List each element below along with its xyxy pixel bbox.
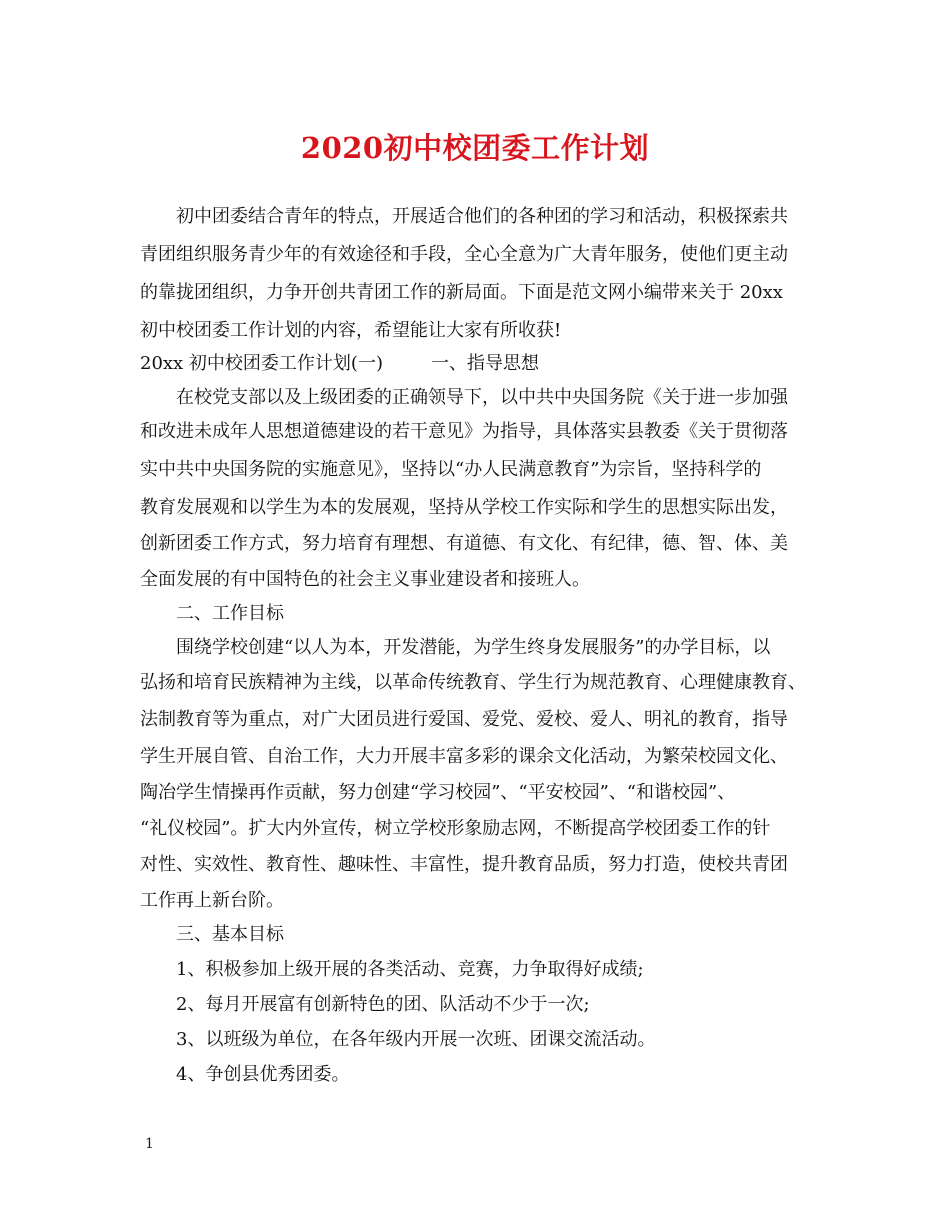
list-item: 3、以班级为单位，在各年级内开展一次班、团课交流活动。 (176, 1029, 656, 1050)
paragraph-line: “礼仪校园”。扩大内外宣传，树立学校形象励志网，不断提高学校团委工作的针 (140, 818, 771, 839)
paragraph-line: 初中团委结合青年的特点，开展适合他们的各种团的学习和活动，积极探索共 (176, 206, 788, 227)
section-heading-line (140, 351, 539, 377)
paragraph-line: 围绕学校创建“以人为本，开发潜能，为学生终身发展服务”的办学目标，以 (176, 637, 771, 658)
section-heading: 一、指导思想 (430, 353, 539, 374)
document-title: 2020初中校团委工作计划 (300, 131, 650, 165)
paragraph-line: 法制教育等为重点，对广大团员进行爱国、爱党、爱校、爱人、明礼的教育，指导 (140, 709, 788, 730)
paragraph-line: 陶冶学生情操再作贡献，努力创建“学习校园”、“平安校园”、“和谐校园”、 (140, 782, 736, 803)
list-item: 2、每月开展富有创新特色的团、队活动不少于一次; (176, 994, 590, 1015)
paragraph-line: 和改进未成年人思想道德建设的若干意见》为指导，具体落实县教委《关于贯彻落 (140, 421, 788, 442)
list-item: 1、积极参加上级开展的各类活动、竞赛，力争取得好成绩; (176, 959, 644, 980)
paragraph-line: 实中共中央国务院的实施意见》，坚持以“办人民满意教育”为宗旨，坚持科学的 (140, 459, 762, 480)
paragraph-line: 弘扬和培育民族精神为主线，以革命传统教育、学生行为规范教育、心理健康教育、 (140, 672, 806, 693)
paragraph-line: 对性、实效性、教育性、趣味性、丰富性，提升教育品质，努力打造，使校共青团 (140, 854, 788, 875)
paragraph-line: 学生开展自管、自治工作，大力开展丰富多彩的课余文化活动，为繁荣校园文化、 (140, 746, 788, 767)
paragraph-line: 在校党支部以及上级团委的正确领导下，以中共中央国务院《关于进一步加强 (176, 387, 788, 408)
subtitle: 20xx 初中校团委工作计划(一) (140, 353, 383, 374)
list-item: 4、争创县优秀团委。 (176, 1064, 350, 1085)
section-heading: 二、工作目标 (176, 603, 284, 624)
paragraph-line: 全面发展的有中国特色的社会主义事业建设者和接班人。 (140, 569, 590, 590)
section-heading: 三、基本目标 (176, 924, 284, 945)
paragraph-line: 工作再上新台阶。 (140, 890, 284, 911)
paragraph-line: 创新团委工作方式，努力培育有理想、有道德、有文化、有纪律，德、智、体、美 (140, 533, 788, 554)
paragraph-line: 的靠拢团组织，力争开创共青团工作的新局面。下面是范文网小编带来关于 20xx (140, 282, 783, 303)
paragraph-line: 青团组织服务青少年的有效途径和手段，全心全意为广大青年服务，使他们更主动 (140, 244, 788, 265)
page-number: 1 (145, 1136, 154, 1152)
paragraph-line: 初中校团委工作计划的内容，希望能让大家有所收获! (140, 320, 562, 341)
paragraph-line: 教育发展观和以学生为本的发展观，坚持从学校工作实际和学生的思想实际出发， (140, 497, 788, 518)
